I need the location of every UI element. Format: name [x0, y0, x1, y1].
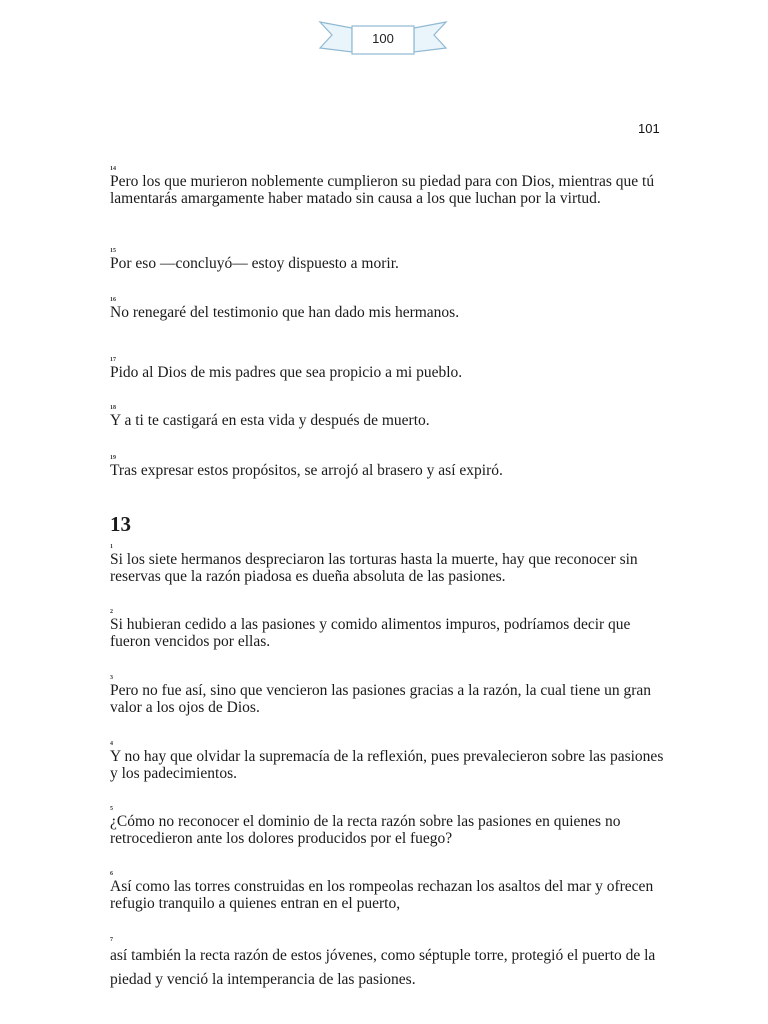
page-banner: [318, 18, 448, 58]
verse-text: ¿Cómo no reconocer el dominio de la recta razón sobre las pasiones en quienes no retrocedieron ante los dolores producidos por el fuego?: [110, 813, 621, 847]
verse-number: 14: [110, 166, 116, 172]
verse: [110, 455, 670, 479]
verse-text: Por eso —concluyó— estoy dispuesto a morir.: [110, 255, 399, 272]
verse-text: Pero no fue así, sino que vencieron las pasiones gracias a la razón, la cual tiene un gran valor a los ojos de Dios.: [110, 682, 652, 716]
verse-number: 3: [110, 675, 113, 681]
verse-text: No renegaré del testimonio que han dado mis hermanos.: [110, 304, 460, 321]
verse-number: 6: [110, 871, 113, 877]
page-number: 101: [638, 121, 660, 136]
verse-text: Pido al Dios de mis padres que sea propicio a mi pueblo.: [110, 364, 463, 381]
verse-text: Así como las torres construidas en los rompeolas rechazan los asaltos del mar y ofrecen refugio tranquilo a quienes entran en el puerto,: [110, 878, 654, 912]
verse-text: Tras expresar estos propósitos, se arrojó al brasero y así expiró.: [110, 462, 503, 479]
verse: [110, 675, 670, 716]
verse: [110, 405, 670, 429]
verse-number: 17: [110, 357, 116, 363]
verse: [110, 741, 670, 782]
verse-number: 19: [110, 455, 116, 461]
banner-number: 100: [372, 31, 394, 46]
verse-text: Si hubieran cedido a las pasiones y comido alimentos impuros, podríamos decir que fueron vencidos por ellas.: [110, 616, 631, 650]
verse: [110, 806, 670, 847]
verse-text: Y a ti te castigará en esta vida y después de muerto.: [110, 412, 430, 429]
verse: [110, 609, 670, 650]
verse-number: 2: [110, 609, 113, 615]
verse-number: 1: [110, 544, 113, 550]
verse: [110, 871, 670, 912]
verse-number: 4: [110, 741, 113, 747]
verse-number: 18: [110, 405, 116, 411]
verse-number: 15: [110, 248, 116, 254]
verse: [110, 297, 670, 321]
verse-text: así también la recta razón de estos jóvenes, como séptuple torre, protegió el puerto de la piedad y venció la intemperancia de las pasiones.: [110, 947, 656, 988]
chapter-heading: 13: [110, 512, 131, 536]
verse-number: 16: [110, 297, 116, 303]
verse: [110, 544, 670, 585]
verse-text: Pero los que murieron noblemente cumplieron su piedad para con Dios, mientras que tú lamentarás amargamente haber matado sin causa a los que luchan por la virtud.: [110, 173, 655, 207]
verse-number: 7: [110, 937, 113, 943]
verse-text: Y no hay que olvidar la supremacía de la reflexión, pues prevalecieron sobre las pasiones y los padecimientos.: [110, 748, 664, 782]
verse: [110, 248, 670, 272]
verse-number: 5: [110, 806, 113, 812]
verse: [110, 357, 670, 381]
verse: [110, 937, 670, 992]
verse: [110, 166, 670, 207]
verse-text: Si los siete hermanos despreciaron las torturas hasta la muerte, hay que reconocer sin reservas que la razón piadosa es dueña absoluta de las pasiones.: [110, 551, 638, 585]
